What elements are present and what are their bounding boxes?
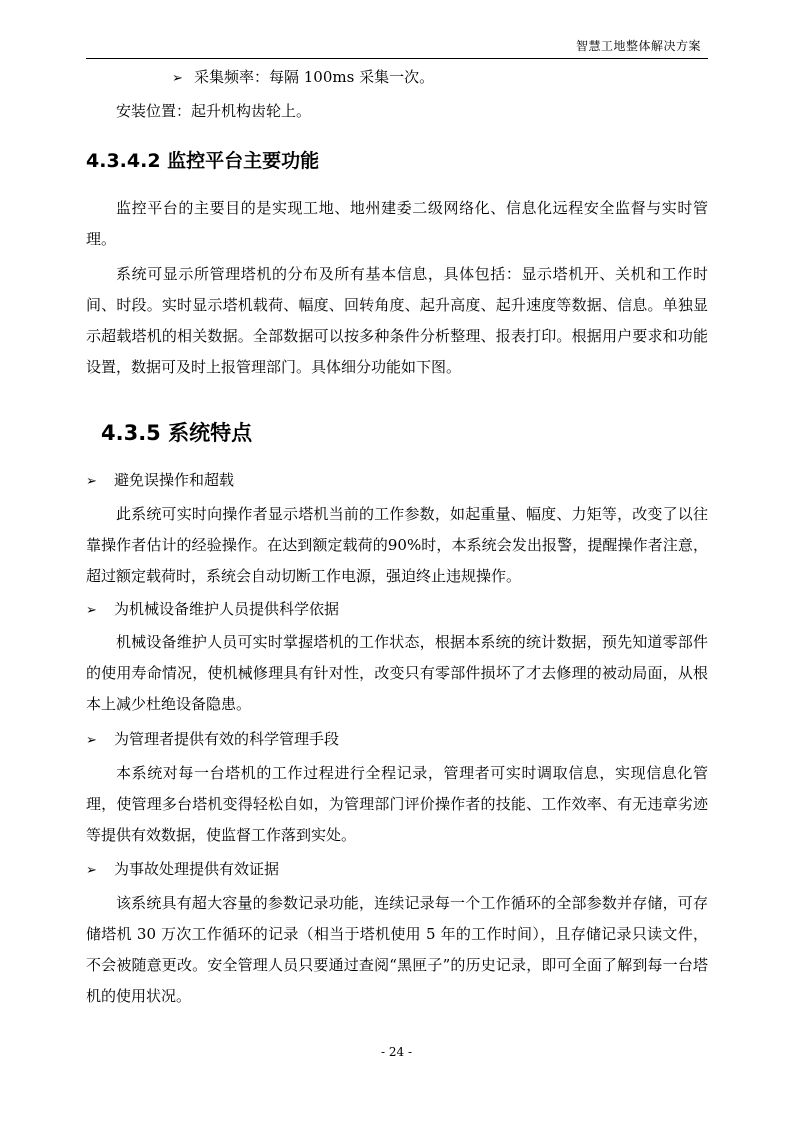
section-4342-para-2: 系统可显示所管理塔机的分布及所有基本信息，具体包括：显示塔机开、关机和工作时间、时段。实时显示塔机载荷、幅度、回转角度、起升高度、起升速度等数据、信息。单独显示超载塔机的相关数据。全部数据可以按多种条件分析整理、报表打印。根据用户要求和功能设置，数据可及时上报管理部门。具体细分功能如下图。 [86,265,708,376]
feature-body-1: 此系统可实时向操作者显示塔机当前的工作参数，如起重量、幅度、力矩等，改变了以往靠操作者估计的经验操作。在达到额定载荷的90%时，本系统会发出报警，提醒操作者注意，超过额定载荷时，系统会自动切断工作电源，强迫终止违规操作。 [86,505,708,585]
feature-title-3: ➢ 为管理者提供有效的科学管理手段 [86,728,339,752]
page-number: - 24 - [380,1045,412,1059]
section-4342-para-1: 监控平台的主要目的是实现工地、地州建委二级网络化、信息化远程安全监督与实时管理。 [86,199,708,248]
feature-body-4: 该系统具有超大容量的参数记录功能，连续记录每一个工作循环的全部参数并存储，可存储塔机 30 万次工作循环的记录（相当于塔机使用 5 年的工作时间），且存储记录只读文件，不会被随意更改。安全管理人员只要通过查阅“黑匣子”的历史记录，即可全面了解到每一台塔机的使用状况。 [86,894,708,1005]
bullet-arrow-icon: ➢ [172,71,183,86]
bullet-arrow-icon: ➢ [86,474,97,489]
feature-title-4: ➢ 为事故处理提供有效证据 [86,858,279,882]
sampling-rate-text: 采集频率：每隔 100ms 采集一次。 [194,68,435,86]
bullet-arrow-icon: ➢ [86,863,97,878]
feature-body-2: 机械设备维护人员可实时掌握塔机的工作状态，根据本系统的统计数据，预先知道零部件的使用寿命情况，使机械修理具有针对性，改变只有零部件损坏了才去修理的被动局面，从根本上减少杜绝设备隐患。 [86,633,708,713]
section-4342-heading: 4.3.4.2 监控平台主要功能 [86,150,320,172]
header-divider [86,58,708,59]
bullet-arrow-icon: ➢ [86,733,97,748]
bullet-arrow-icon: ➢ [86,603,97,618]
feature-body-3: 本系统对每一台塔机的工作过程进行全程记录，管理者可实时调取信息，实现信息化管理，使管理多台塔机变得轻松自如，为管理部门评价操作者的技能、工作效率、有无违章劣迹等提供有效数据，使监督工作落到实处。 [86,764,708,844]
running-header: 智慧工地整体解决方案 [575,39,701,53]
sampling-rate-line [172,66,434,90]
feature-title-2: ➢ 为机械设备维护人员提供科学依据 [86,598,339,622]
section-435-heading: 4.3.5 系统特点 [101,421,253,445]
install-position-text: 安装位置：起升机构齿轮上。 [116,102,312,120]
feature-title-1: ➢ 避免误操作和超载 [86,469,234,493]
